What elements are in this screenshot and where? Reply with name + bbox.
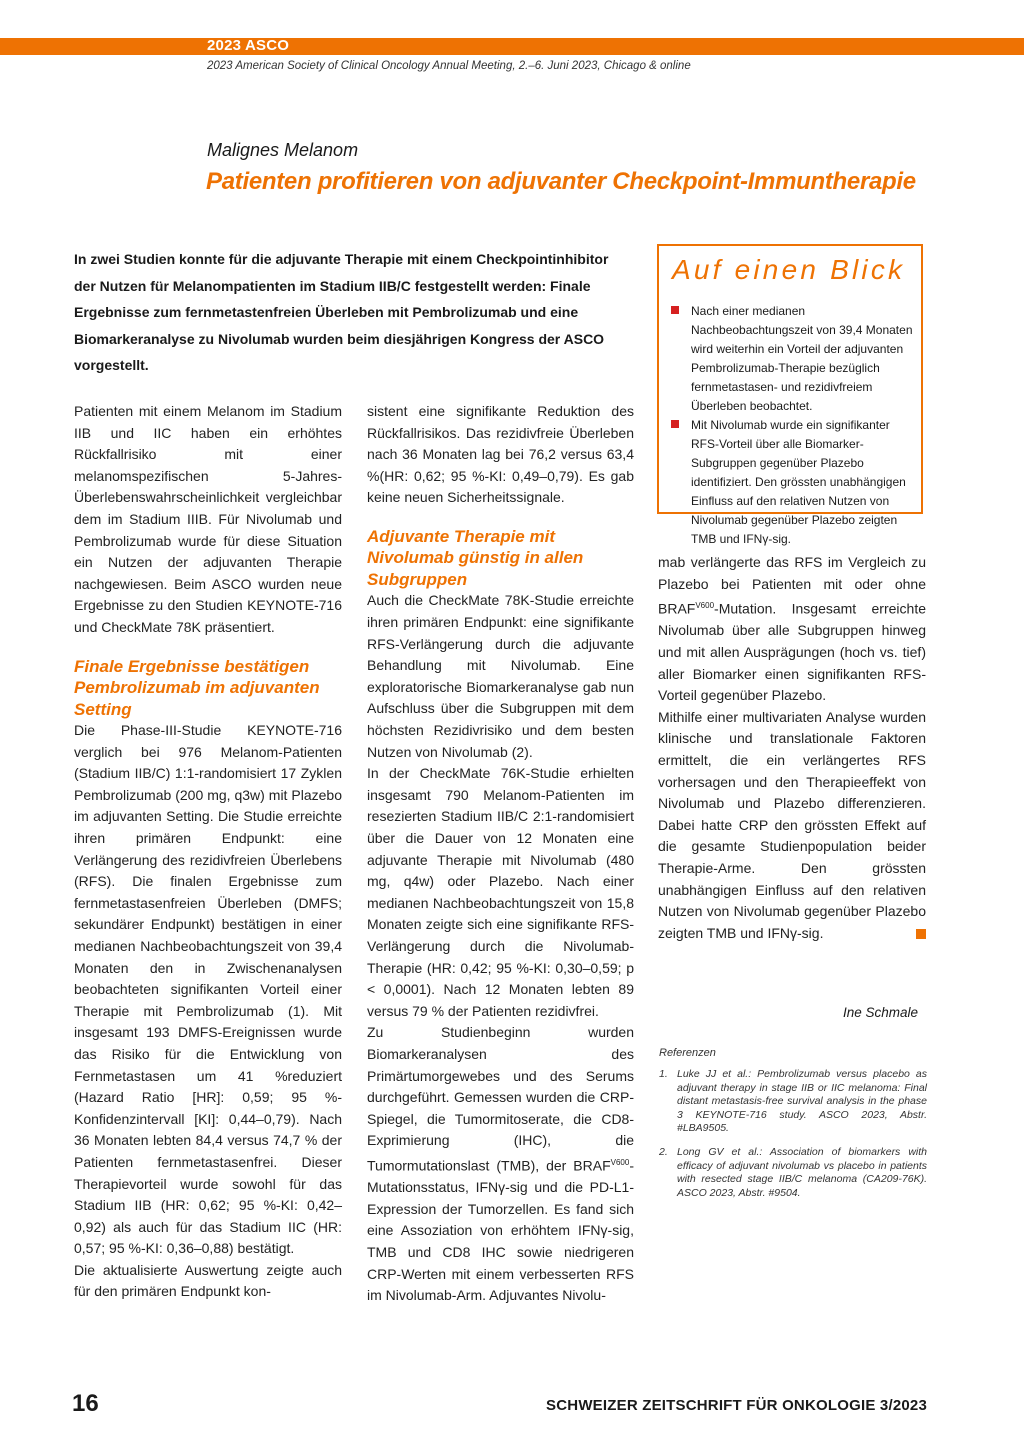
col3-paragraph-1: [658, 552, 926, 707]
section-label: 2023 ASCO: [207, 37, 290, 54]
col3-paragraph-2: [658, 707, 926, 945]
section-bar: [0, 38, 1024, 55]
reference-item: [659, 1146, 927, 1200]
summary-box-title: Auf einen Blick: [672, 254, 906, 285]
bullet-square-icon: [671, 420, 679, 428]
bullet-square-icon: [671, 306, 679, 314]
summary-item: [669, 416, 913, 549]
col1-paragraph-3: Die aktualisierte Auswertung zeigte auch für den primären Endpunkt kon-: [74, 1261, 342, 1300]
col1-subheading: Finale Ergebnisse bestätigen Pembrolizumab im adjuvanten Setting: [74, 656, 320, 719]
col2-p4-text-a: Zu Studienbeginn wurden Biomarkeranalysen des Primärtumorgewebes und des Serums durchgeführt. Gemessen wurden die CRP-Spiegel, die Tumormitoserate, die CD8-Exprimierung (IHC), die Tumormutationslast (TMB), der BRAF: [367, 1024, 634, 1174]
col3-p1-text-b: -Mutation. Insgesamt erreichte Nivolumab über alle Subgruppen hinweg und mit allen Ausprägungen (hoch vs. tief) aller Biomarker einen signifikanten RFS-Vorteil gegenüber Plazebo.: [658, 600, 926, 704]
summary-item: [669, 302, 913, 416]
col3-p1-text-a: mab verlängerte das RFS im Vergleich zu Plazebo bei Patienten mit oder ohne BRAF: [658, 554, 926, 617]
summary-item-text: Mit Nivolumab wurde ein signifikanter RFS-Vorteil über alle Biomarker-Subgruppen gegenüber Plazebo identifiziert. Den grössten unabhängigen Einfluss auf den relativen Nutzen von Nivolumab gegenüber Plazebo zeigten TMB und IFNγ-sig.: [691, 418, 906, 546]
col2-paragraph-1: sistent eine signifikante Reduktion des Rückfallrisikos. Das rezidivfreie Überleben nach 36 Monaten lag bei 76,2 versus 63,4 %(HR: 0,62; 95 %-KI: 0,49–0,79). Es gab keine neuen Sicherheitssignale.: [367, 403, 634, 506]
reference-number: 2.: [659, 1145, 668, 1158]
reference-text: Long GV et al.: Association of biomarkers with efficacy of adjuvant nivolumab vs placebo in patients with resected stage IIB/C melanoma (CA209-76K). ASCO 2023, Abstr. #9504.: [677, 1145, 927, 1199]
col2-p4-text-b: -Mutationsstatus, IFNγ-sig und die PD-L1-Expression der Tumorzellen. Es fand sich eine Assoziation von erhöhtem IFNγ-sig, TMB und CD8 IHC sowie niedrigeren CRP-Werten mit einem verbesserten RFS im Nivolumab-Arm. Adjuvantes Nivolu-: [367, 1157, 634, 1304]
col2-paragraph-4: [367, 1022, 634, 1306]
col1-paragraph-1: Patienten mit einem Melanom im Stadium IIB und IIC haben ein erhöhtes Rückfallrisiko mit einer melanomspezifischen 5-Jahres-Überlebenswahrscheinlichkeit vergleichbar dem im Stadium IIIB. Für Nivolumab und Pembrolizumab wurde für diese Situation ein Nutzen der adjuvanten Therapie nachgewiesen. Beim ASCO wurden neue Ergebnisse zu den Studien KEYNOTE-716 und CheckMate 78K präsentiert.: [74, 403, 342, 635]
col1-paragraph-2: Die Phase-III-Studie KEYNOTE-716 verglich bei 976 Melanom-Patienten (Stadium IIB/C) 1:1-randomisiert 17 Zyklen Pembrolizumab (200 mg, q3w) mit Plazebo im adjuvanten Setting. Die Studie erreichte ihren primären Endpunkt: eine Verlängerung des rezidivfreien Überlebens (RFS). Die finalen Ergebnisse zum fernmetastasenfreien Überleben (DMFS; sekundärer Endpunkt) bestätigen in einer medianen Nachbeobachtungszeit von 39,4 Monaten den in Zwischenanalysen beobachteten signifikanten Vorteil einer Therapie mit Pembrolizumab (1). Mit insgesamt 193 DMFS-Ereignissen wurde das Risiko für die Entwicklung von Fernmetastasen um 41 %reduziert (Hazard Ratio [HR]: 0,59; 95 %-Konfidenzintervall [KI]: 0,44–0,79). Nach 36 Monaten lebten 84,4 versus 74,7 % der Patienten fernmetastasenfrei. Dieser Therapievorteil wurde sowohl für das Stadium IIB (HR: 0,62; 95 %-KI: 0,42–0,92) als auch für das Stadium IIC (HR: 0,57; 95 %-KI: 0,36–0,88) bestätigt.: [74, 722, 342, 1257]
article-headline: Patienten profitieren von adjuvanter Checkpoint-Immuntherapie: [206, 168, 916, 195]
article-kicker: Malignes Melanom: [207, 140, 359, 160]
summary-item-text: Nach einer medianen Nachbeobachtungszeit von 39,4 Monaten wird weiterhin ein Vorteil der adjuvanten Pembrolizumab-Therapie bezüglich fernmetastasen- und rezidivfreiem Überleben beobachtet.: [691, 304, 913, 413]
references-list: [659, 1068, 927, 1210]
column-1: [74, 401, 342, 1303]
page-number: 16: [72, 1390, 99, 1417]
journal-name: SCHWEIZER ZEITSCHRIFT FÜR ONKOLOGIE 3/2023: [546, 1397, 927, 1414]
col2-subheading: Adjuvante Therapie mit Nivolumab günstig in allen Subgruppen: [367, 526, 584, 589]
column-3: [658, 552, 926, 944]
references-title: Referenzen: [659, 1047, 716, 1059]
col3-p1-superscript: V600: [695, 601, 715, 611]
summary-box: [657, 244, 923, 546]
col2-paragraph-2: Auch die CheckMate 78K-Studie erreichte ihren primären Endpunkt: eine signifikante RFS-Verlängerung durch die adjuvante Behandlung mit Nivolumab. Eine exploratorische Biomarkeranalyse gab nun Aufschluss über die Subgruppen mit dem höchsten Rezidivrisiko und dem besten Nutzen von Nivolumab (2).: [367, 592, 634, 760]
end-of-article-icon: [916, 929, 926, 939]
reference-item: [659, 1068, 927, 1136]
author-name: Ine Schmale: [843, 1005, 919, 1020]
reference-text: Luke JJ et al.: Pembrolizumab versus placebo as adjuvant therapy in stage IIB or IIC melanoma: Final distant metastasis-free survival analysis in the phase 3 KEYNOTE-716 study. ASCO 2023, Abstr. #LBA9505.: [677, 1068, 927, 1135]
col2-p4-superscript: V600: [610, 1157, 630, 1167]
reference-number: 1.: [659, 1068, 668, 1080]
column-2: [367, 401, 634, 1307]
summary-box-list: [669, 302, 913, 549]
col2-paragraph-3: In der CheckMate 76K-Studie erhielten insgesamt 790 Melanom-Patienten im resezierten Stadium IIB/C 2:1-randomisiert über die Dauer von 12 Monaten eine adjuvante Therapie mit Nivolumab (480 mg, q4w) oder Plazebo. Nach einer medianen Nachbeobachtungszeit von 15,8 Monaten zeigte sich eine signifikante RFS-Verlängerung durch die Nivolumab-Therapie (HR: 0,42; 95 %-KI: 0,30–0,59; p < 0,0001). Nach 12 Monaten lebten 89 versus 79 % der Patienten rezidivfrei.: [367, 765, 634, 1019]
col3-p2-text: Mithilfe einer multivariaten Analyse wurden klinische und translationale Faktoren ermittelt, die ein verlängertes RFS vorhersagen und den Therapieeffekt von Nivolumab und Plazebo differenzieren. Dabei hatte CRP den grössten Effekt auf die gesamte Studienpopulation beider Therapie-Arme. Den grössten unabhängigen Einfluss auf den relativen Nutzen von Nivolumab gegenüber Plazebo zeigten TMB und IFNγ-sig.: [658, 708, 926, 941]
conference-line: 2023 American Society of Clinical Oncology Annual Meeting, 2.–6. Juni 2023, Chicago & online: [207, 60, 691, 72]
article-lead: In zwei Studien konnte für die adjuvante Therapie mit einem Checkpointinhibitor der Nutzen für Melanompatienten im Stadium IIB/C festgestellt werden: Finale Ergebnisse zum fernmetastenfreien Überleben mit Pembrolizumab und eine Biomarkeranalyse zu Nivolumab wurden beim diesjährigen Kongress der ASCO vorgestellt.: [74, 251, 609, 373]
